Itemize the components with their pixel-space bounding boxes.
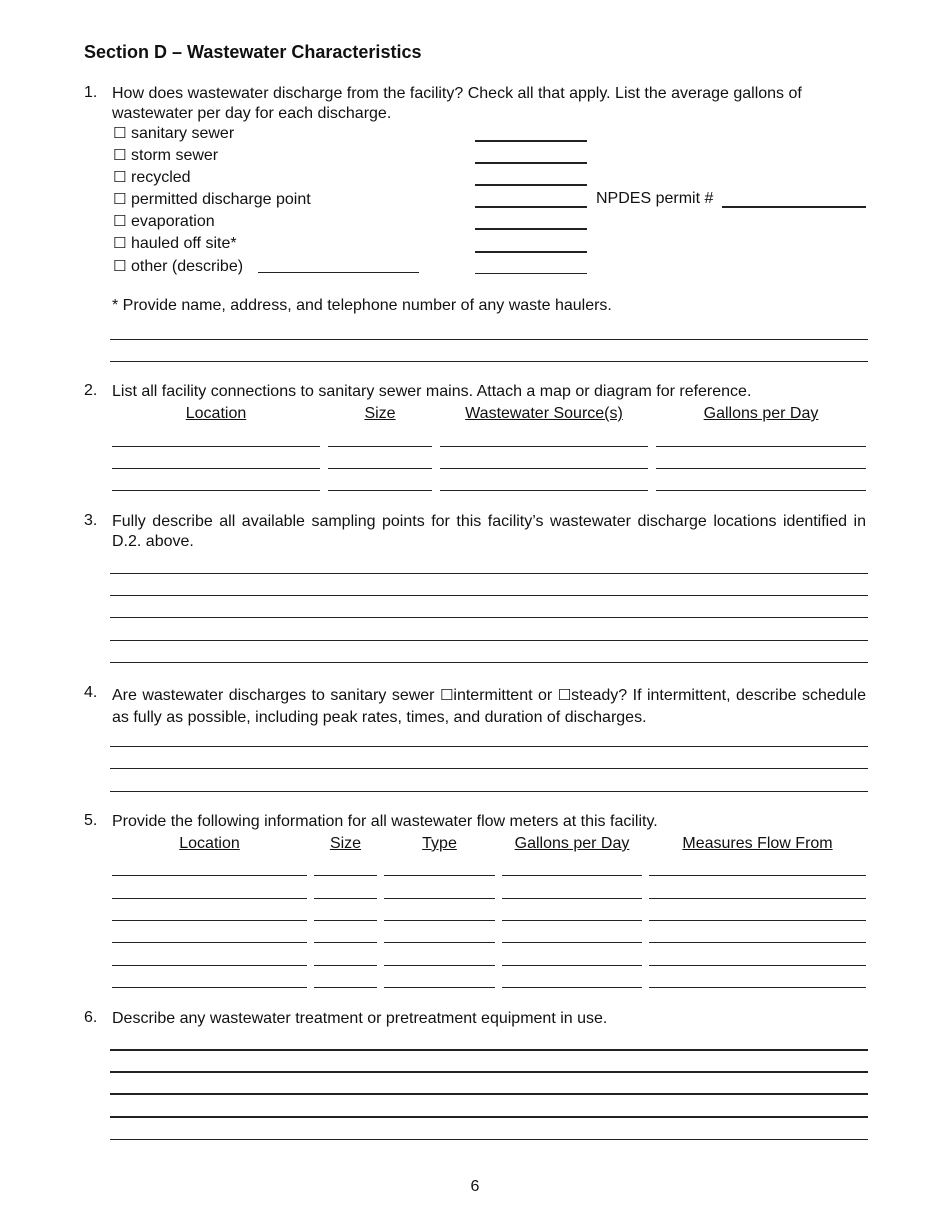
checkbox-icon[interactable]: ☐ <box>113 124 127 142</box>
option-intermittent: intermittent <box>453 687 533 704</box>
q6-number: 6. <box>84 1009 98 1026</box>
q5-field[interactable] <box>502 875 642 876</box>
q6-answer-line[interactable] <box>110 1093 868 1095</box>
q5-field[interactable] <box>112 942 307 943</box>
option-label: hauled off site* <box>131 235 237 252</box>
gallons-field-permitted[interactable] <box>475 206 587 208</box>
q5-field[interactable] <box>112 920 307 921</box>
q4-answer-line[interactable] <box>110 791 868 792</box>
q5-text: Provide the following information for all wastewater flow meters at this facility. <box>112 813 658 830</box>
gallons-field-storm-sewer[interactable] <box>475 162 587 164</box>
option-label: sanitary sewer <box>131 125 235 142</box>
waste-hauler-line[interactable] <box>110 361 868 362</box>
q2-field[interactable] <box>656 490 866 491</box>
q5-field[interactable] <box>502 920 642 921</box>
q5-field[interactable] <box>649 875 866 876</box>
q1-option-permitted-discharge[interactable] <box>113 190 311 210</box>
q5-field[interactable] <box>384 875 495 876</box>
q4-answer-line[interactable] <box>110 746 868 747</box>
checkbox-icon[interactable]: ☐ <box>557 686 572 704</box>
q5-field[interactable] <box>502 942 642 943</box>
q5-field[interactable] <box>649 965 866 966</box>
q5-field[interactable] <box>649 898 866 899</box>
q5-field[interactable] <box>649 942 866 943</box>
q1-option-storm-sewer[interactable] <box>113 146 218 166</box>
gallons-field-sanitary-sewer[interactable] <box>475 140 587 142</box>
q1-text: How does wastewater discharge from the facility? Check all that apply. List the average gallons of wastewater per day for each discharge. <box>112 85 802 122</box>
gallons-field-recycled[interactable] <box>475 184 587 186</box>
q3-answer-line[interactable] <box>110 573 868 574</box>
q5-number: 5. <box>84 812 98 829</box>
q2-header-location: Location <box>185 405 247 422</box>
q2-field[interactable] <box>112 490 320 491</box>
q2-text: List all facility connections to sanitary sewer mains. Attach a map or diagram for reference. <box>112 383 752 400</box>
q5-field[interactable] <box>314 875 377 876</box>
q5-field[interactable] <box>112 875 307 876</box>
q6-answer-line[interactable] <box>110 1139 868 1140</box>
q5-field[interactable] <box>314 920 377 921</box>
q1-option-other[interactable] <box>113 257 243 277</box>
npdes-permit-field[interactable] <box>722 206 866 208</box>
page-number: 6 <box>470 1178 480 1195</box>
q5-field[interactable] <box>112 987 307 988</box>
q5-field[interactable] <box>384 920 495 921</box>
q5-field[interactable] <box>649 987 866 988</box>
q5-header-size: Size <box>329 835 362 852</box>
option-label: evaporation <box>131 213 215 230</box>
checkbox-icon[interactable]: ☐ <box>113 257 127 275</box>
q5-field[interactable] <box>502 987 642 988</box>
q6-text: Describe any wastewater treatment or pretreatment equipment in use. <box>112 1010 608 1027</box>
q6-answer-line[interactable] <box>110 1049 868 1051</box>
q5-header-type: Type <box>422 835 457 852</box>
q4-text-or: or <box>532 687 558 704</box>
q4-answer-line[interactable] <box>110 768 868 769</box>
q3-answer-line[interactable] <box>110 617 868 618</box>
gallons-field-other[interactable] <box>475 273 587 274</box>
q4-text <box>112 684 866 729</box>
q5-header-location: Location <box>179 835 240 852</box>
q2-field[interactable] <box>440 490 648 491</box>
q4-text-b: ? If intermittent, describe schedule as fully as possible, including peak rates, times, and duration of discharges. <box>112 687 866 726</box>
q5-field[interactable] <box>502 898 642 899</box>
q1-option-hauled-off-site[interactable] <box>113 234 237 254</box>
option-label: storm sewer <box>131 147 219 164</box>
section-title: Section D – Wastewater Characteristics <box>84 42 422 62</box>
q3-text: Fully describe all available sampling points for this facility’s wastewater discharge locations identified in D.2. above. <box>112 513 866 550</box>
checkbox-icon[interactable]: ☐ <box>439 686 454 704</box>
q5-field[interactable] <box>112 898 307 899</box>
q5-field[interactable] <box>384 898 495 899</box>
q5-header-gallons: Gallons per Day <box>514 835 630 852</box>
q5-field[interactable] <box>314 942 377 943</box>
q2-field[interactable] <box>328 490 432 491</box>
q5-field[interactable] <box>384 942 495 943</box>
q5-field[interactable] <box>384 965 495 966</box>
npdes-label: NPDES permit # <box>596 190 714 207</box>
q5-field[interactable] <box>314 987 377 988</box>
q6-answer-line[interactable] <box>110 1071 868 1073</box>
checkbox-icon[interactable]: ☐ <box>113 146 127 164</box>
q4-number: 4. <box>84 684 98 701</box>
checkbox-icon[interactable]: ☐ <box>113 234 127 252</box>
q5-field[interactable] <box>314 898 377 899</box>
q3-answer-line[interactable] <box>110 662 868 663</box>
waste-hauler-line[interactable] <box>110 339 868 340</box>
q2-field[interactable] <box>112 446 320 447</box>
q5-field[interactable] <box>649 920 866 921</box>
option-label: recycled <box>131 169 191 186</box>
checkbox-icon[interactable]: ☐ <box>113 168 127 186</box>
q1-option-recycled[interactable] <box>113 168 191 188</box>
q1-option-evaporation[interactable] <box>113 212 215 232</box>
q2-field[interactable] <box>328 468 432 469</box>
q2-number: 2. <box>84 382 98 399</box>
option-label: permitted discharge point <box>131 191 311 208</box>
option-label: other (describe) <box>131 258 244 275</box>
q1-option-sanitary-sewer[interactable] <box>113 124 234 144</box>
q3-number: 3. <box>84 512 98 529</box>
q2-field[interactable] <box>656 446 866 447</box>
checkbox-icon[interactable]: ☐ <box>113 212 127 230</box>
q5-field[interactable] <box>384 987 495 988</box>
q6-answer-line[interactable] <box>110 1116 868 1118</box>
q2-field[interactable] <box>440 446 648 447</box>
q5-header-measures: Measures Flow From <box>682 835 833 852</box>
q4-text-a: Are wastewater discharges to sanitary sewer <box>112 687 440 704</box>
gallons-field-evaporation[interactable] <box>475 228 587 230</box>
q1-footnote: * Provide name, address, and telephone number of any waste haulers. <box>112 297 612 314</box>
option-steady: steady <box>571 687 619 704</box>
q5-field[interactable] <box>112 965 307 966</box>
other-describe-field[interactable] <box>258 272 419 273</box>
q2-field[interactable] <box>112 468 320 469</box>
q2-field[interactable] <box>440 468 648 469</box>
q2-header-size: Size <box>364 405 396 422</box>
checkbox-icon[interactable]: ☐ <box>113 190 127 208</box>
q1-number: 1. <box>84 84 98 101</box>
q3-answer-line[interactable] <box>110 595 868 596</box>
q2-field[interactable] <box>656 468 866 469</box>
q5-field[interactable] <box>502 965 642 966</box>
q2-header-source: Wastewater Source(s) <box>465 405 623 422</box>
q5-field[interactable] <box>314 965 377 966</box>
q2-field[interactable] <box>328 446 432 447</box>
q2-header-gallons: Gallons per Day <box>703 405 819 422</box>
q3-answer-line[interactable] <box>110 640 868 641</box>
gallons-field-hauled[interactable] <box>475 251 587 253</box>
